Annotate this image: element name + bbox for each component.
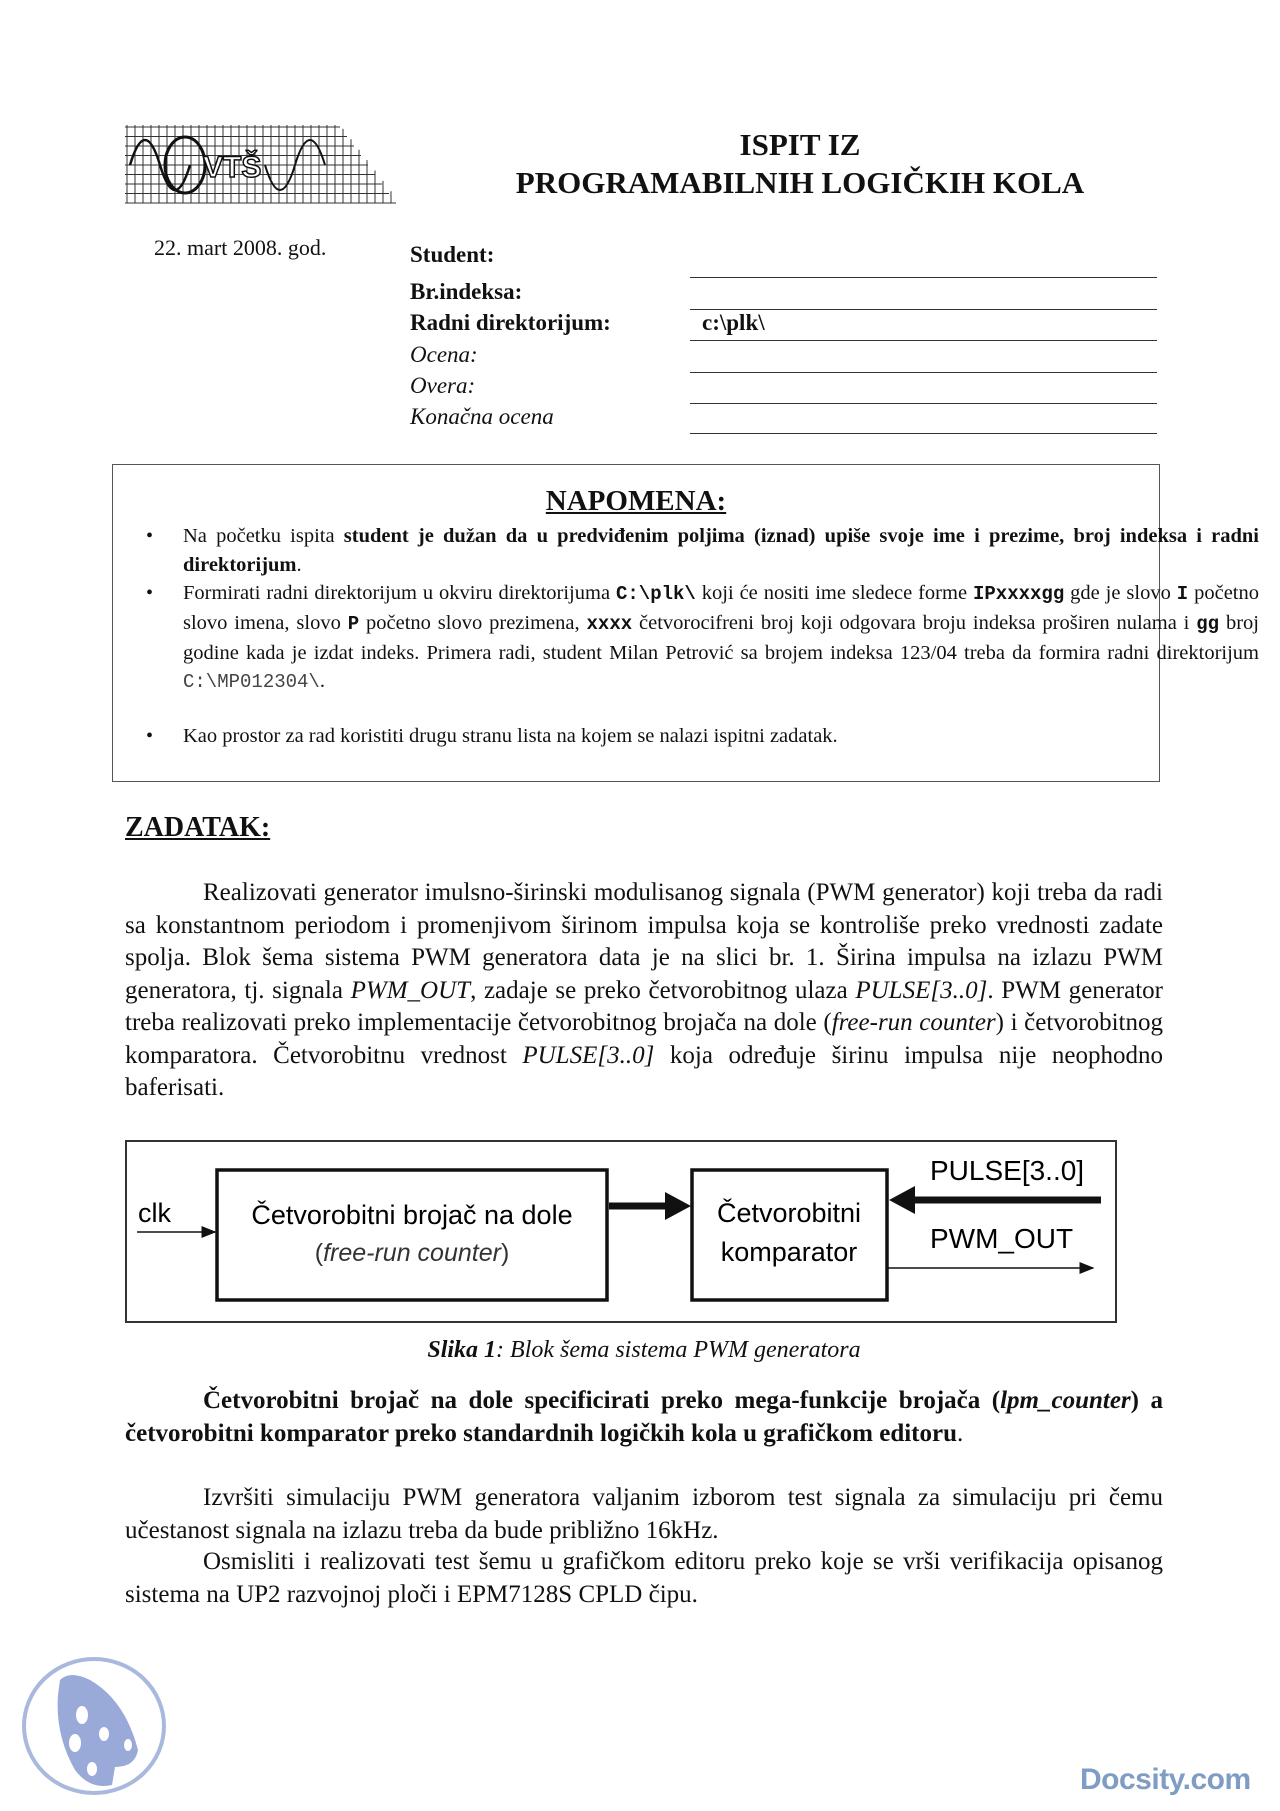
text: koji će nositi ime sledece forme xyxy=(695,582,973,604)
bus-arrowhead xyxy=(665,1192,691,1220)
text: četvorocifreni broj koji odgovara broju indeksa proširen nulama i xyxy=(632,611,1197,634)
code: C:\MP012304\ xyxy=(183,671,320,694)
note-item-1 xyxy=(183,522,1259,580)
text: Četvorobitni brojač na dole specificirati preko mega-funkcije brojača ( xyxy=(203,1387,1001,1414)
text: . xyxy=(296,553,302,576)
text: početno slovo prezimena, xyxy=(359,611,587,634)
text: početno slovo imena, slovo xyxy=(183,582,1259,634)
code: gg xyxy=(1196,612,1220,635)
text: ) i četvorobitnog komparatora. Četvorobitnu vrednost xyxy=(125,1009,1163,1069)
task-paragraph-1 xyxy=(125,877,1163,1105)
docsity-watermark-logo xyxy=(20,1655,168,1797)
note-item-2 xyxy=(183,579,1259,697)
code: I xyxy=(1176,583,1189,605)
text: Na početku ispita xyxy=(183,525,344,547)
text: broj godine kada je izdat indeks. Primera radi, student Milan Petrović sa brojem indeksa 123/04 treba da formira radni direktorijum xyxy=(183,611,1260,664)
block-diagram xyxy=(125,1140,1119,1325)
comparator-block xyxy=(692,1170,887,1300)
task-paragraph-3: Izvršiti simulaciju PWM generatora valjanim izborom test signala za simulaciju pri čemu učestanost signala na izlazu treba da bude približno 16kHz. xyxy=(125,1484,1163,1544)
text: . xyxy=(957,1419,964,1447)
text: gde je slovo xyxy=(1064,582,1177,604)
svg-text:VTŠ: VTŠ xyxy=(203,151,262,184)
task-heading: ZADATAK: xyxy=(125,812,271,843)
text: ) a četvorobitni komparator preko standardnih logičkih kola u grafičkom editoru xyxy=(125,1387,1163,1447)
caption-text: : Blok šema sistema PWM generatora xyxy=(496,1337,861,1363)
text-italic: PWM_OUT xyxy=(350,976,471,1004)
exam-date: 22. mart 2008. god. xyxy=(154,235,327,260)
bullet: • xyxy=(146,525,154,547)
text: , zadaje se preko četvorobitnog ulaza xyxy=(470,976,856,1004)
title-line-2: PROGRAMABILNIH LOGIČKIH KOLA xyxy=(515,165,1085,200)
final-grade-label: Konačna ocena xyxy=(410,404,554,429)
counter-line-2: (free-run counter) xyxy=(314,1239,510,1267)
bullet: • xyxy=(146,582,154,604)
text: . xyxy=(319,670,325,693)
exam-title xyxy=(440,126,1160,202)
directory-label: Radni direktorijum: xyxy=(410,310,611,335)
text: koja određuje širinu impulsa nije neophodno baferisati. xyxy=(125,1041,1163,1101)
code: C:\plk\ xyxy=(615,583,696,605)
task-paragraph-4: Osmisliti i realizovati test šemu u grafičkom editoru preko koje se vrši verifikacija opisanog sistema na UP2 razvojnoj ploči i EPM7128S CPLD čipu. xyxy=(125,1548,1163,1608)
verification-label: Overa: xyxy=(410,373,476,398)
school-logo xyxy=(125,125,400,205)
code: P xyxy=(347,612,360,635)
text: Formirati radni direktorijum u okviru direktorijuma xyxy=(183,582,616,604)
verification-field[interactable] xyxy=(690,403,1157,404)
caption-label: Slika 1 xyxy=(427,1337,497,1363)
figure-caption xyxy=(125,1337,1163,1364)
text-italic: free-run counter xyxy=(831,1009,996,1036)
text-bold: student je dužan da u predviđenim poljima (iznad) upiše svoje ime i prezime, broj indeksa i radni direktorijum xyxy=(183,525,1260,576)
code: xxxx xyxy=(586,612,633,635)
code: IPxxxxgg xyxy=(973,583,1065,605)
note-title: NAPOMENA: xyxy=(545,485,727,517)
text: Realizovati generator imulsno-širinski modulisanog signala (PWM generator) koji treba da radi sa konstantnom periodom i promenjivom širinom impulsa koja se kontroliše preko vrednosti zadate spolja. Blok šema sistema PWM generatora data je na slici br. 1. Širina impulsa na izlazu PWM generatora, tj. signala xyxy=(125,879,1163,1004)
text-italic: lpm_counter xyxy=(1000,1387,1131,1414)
title-line-1: ISPIT IZ xyxy=(739,127,861,162)
docsity-brand[interactable]: Docsity.com xyxy=(1080,1763,1251,1796)
grade-field[interactable] xyxy=(690,372,1157,373)
final-grade-field[interactable] xyxy=(690,433,1157,434)
counter-block xyxy=(217,1170,607,1300)
index-label: Br.indeksa: xyxy=(410,279,523,304)
pwm-out-label: PWM_OUT xyxy=(930,1223,1074,1254)
directory-field[interactable] xyxy=(690,340,1157,341)
text-italic: PULSE[3..0] xyxy=(522,1041,655,1069)
note-item-3: Kao prostor za rad koristiti drugu stranu lista na kojem se nalazi ispitni zadatak. xyxy=(183,725,838,747)
pulse-label: PULSE[3..0] xyxy=(930,1155,1085,1186)
comparator-line-1: Četvorobitni xyxy=(716,1198,862,1228)
text-italic: PULSE[3..0] xyxy=(855,976,988,1004)
student-field[interactable] xyxy=(690,277,1157,278)
comparator-line-2: komparator xyxy=(720,1237,858,1267)
task-paragraph-2 xyxy=(125,1385,1163,1450)
grade-label: Ocena: xyxy=(410,342,478,367)
student-label: Student: xyxy=(410,242,495,267)
counter-line-1: Četvorobitni brojač na dole xyxy=(251,1200,573,1230)
directory-value: c:\plk\ xyxy=(702,310,765,335)
bullet: • xyxy=(146,725,154,747)
note-box xyxy=(112,464,1260,782)
pulse-arrowhead xyxy=(889,1186,915,1214)
text: . PWM generator treba realizovati preko implementacije četvorobitnog brojača na dole ( xyxy=(125,976,1163,1036)
clk-label: clk xyxy=(138,1198,171,1228)
